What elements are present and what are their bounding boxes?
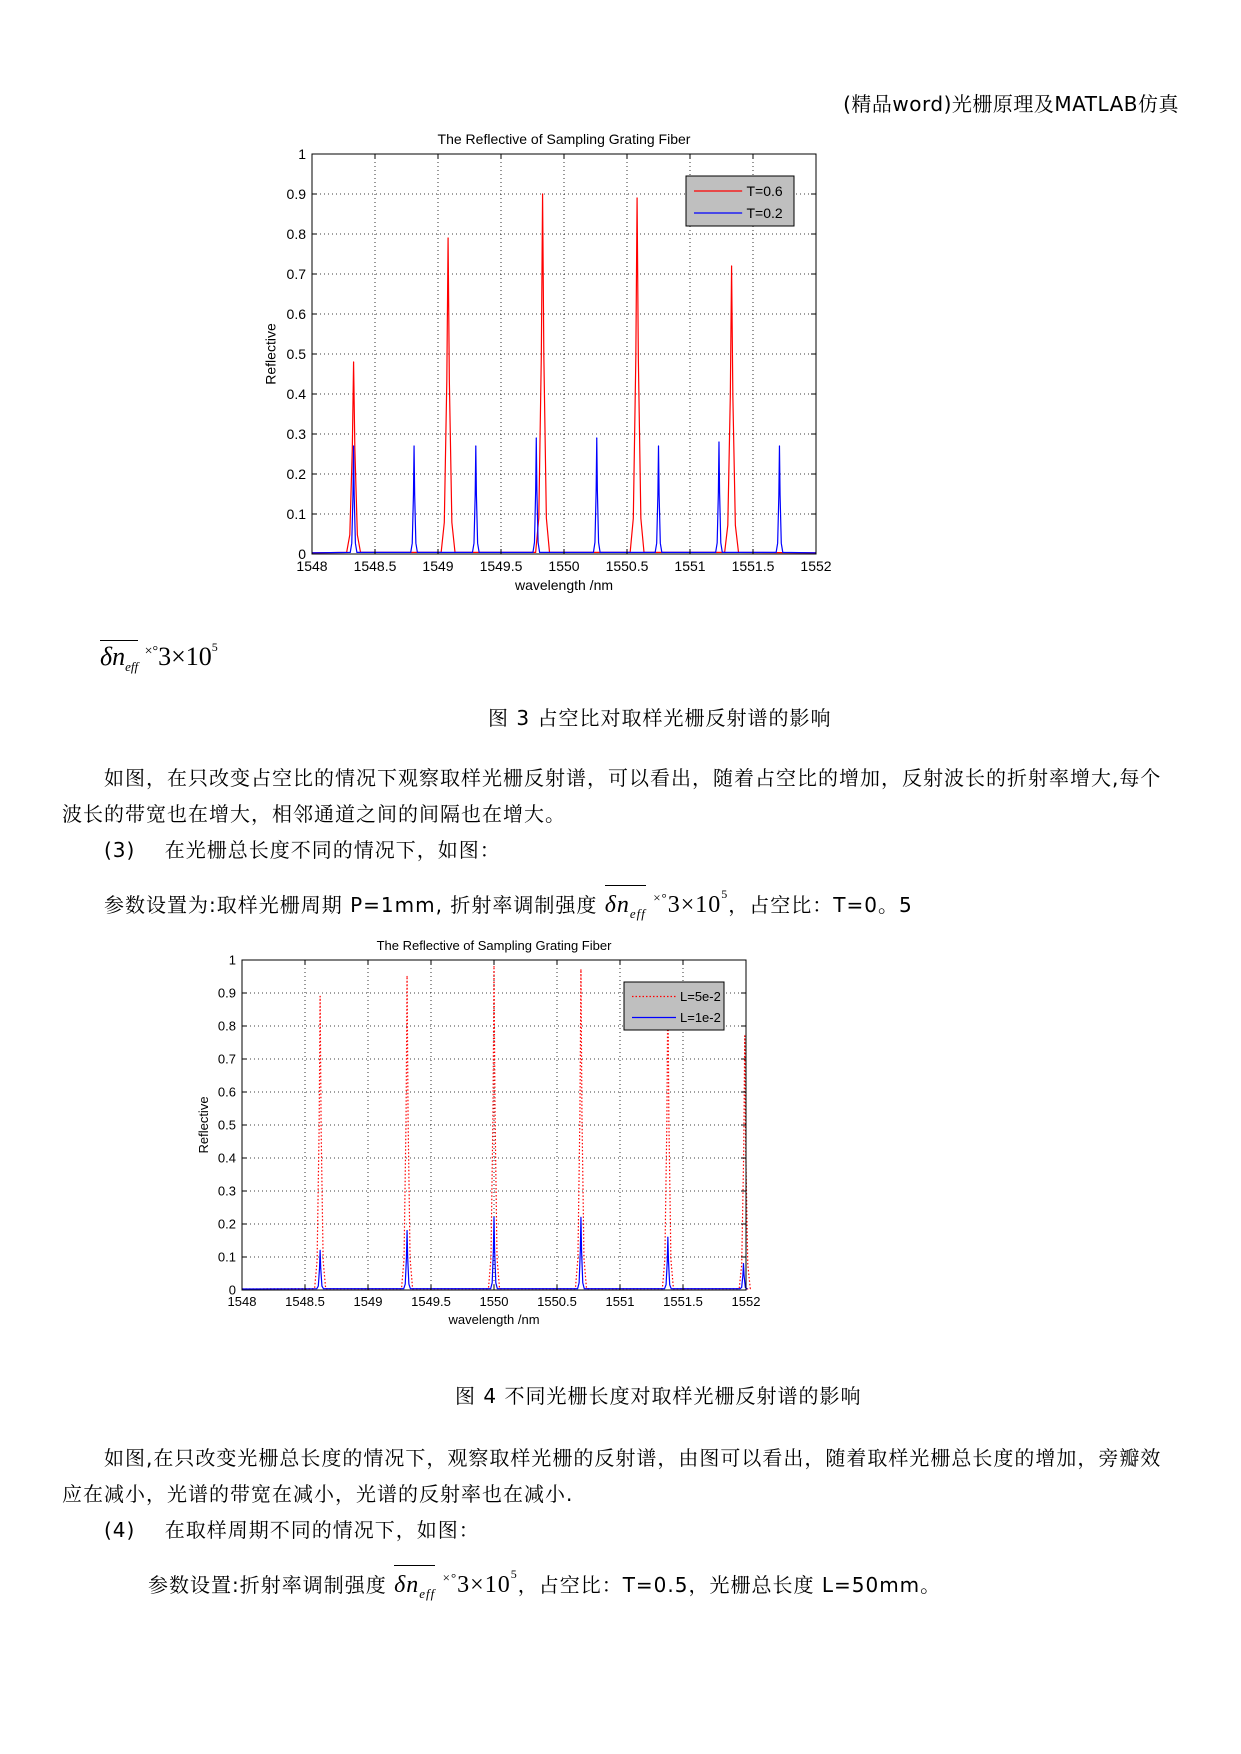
data-point bbox=[580, 969, 581, 970]
y-tick-label: 0 bbox=[228, 1282, 236, 1298]
y-tick-label: 0.9 bbox=[217, 985, 236, 1001]
legend-label: L=1e-2 bbox=[680, 1010, 721, 1026]
x-tick-label: 1550.5 bbox=[605, 558, 649, 574]
data-point bbox=[447, 237, 448, 238]
x-tick-label: 1548 bbox=[296, 558, 328, 574]
x-tick-label: 1550 bbox=[479, 1294, 509, 1309]
data-point bbox=[320, 1250, 321, 1251]
data-point bbox=[542, 193, 543, 194]
y-axis-label: Reflective bbox=[196, 1096, 212, 1154]
y-tick-label: 0.1 bbox=[217, 1249, 236, 1265]
y-tick-label: 0.3 bbox=[217, 1183, 236, 1199]
data-point bbox=[743, 1263, 744, 1264]
legend bbox=[624, 982, 724, 1030]
y-tick-label: 0.3 bbox=[286, 425, 306, 442]
paragraph-length: 如图,在只改变光栅总长度的情况下，观察取样光栅的反射谱，由图可以看出，随着取样光栅总长度的增加，旁瓣效应在减小，光谱的带宽在减小，光谱的反射率也在减小. bbox=[62, 1446, 1162, 1506]
y-tick-label: 1 bbox=[228, 952, 236, 968]
params-line-2: 参数设置:折射率调制强度 $\delta n_{eff}$ $^{\times^\circ}3\times 10^5$，占空比：T=0.5，光栅总长度 L=50mm。 bbox=[148, 1567, 942, 1601]
data-point bbox=[658, 445, 659, 446]
y-axis-label: Reflective bbox=[262, 323, 279, 385]
x-tick-label: 1551.5 bbox=[663, 1294, 703, 1309]
data-point bbox=[475, 445, 476, 446]
data-point bbox=[406, 1230, 407, 1231]
x-tick-label: 1549.5 bbox=[479, 558, 523, 574]
y-tick-label: 0.2 bbox=[217, 1216, 236, 1232]
x-axis-label: wavelength /nm bbox=[514, 577, 614, 593]
y-tick-label: 1 bbox=[298, 145, 306, 162]
delta-n-formula: $\delta n_{eff}$ $^{\times^\circ}3\times 10^5$ bbox=[100, 640, 218, 675]
data-point bbox=[636, 197, 637, 198]
y-tick-label: 0.4 bbox=[217, 1150, 236, 1166]
legend-label: T=0.6 bbox=[746, 182, 783, 199]
legend bbox=[686, 176, 794, 226]
data-point bbox=[406, 976, 407, 977]
y-tick-label: 0.7 bbox=[217, 1051, 236, 1067]
data-point bbox=[667, 1237, 668, 1238]
legend-label: L=5e-2 bbox=[680, 989, 721, 1005]
fig3-chart bbox=[250, 130, 890, 690]
data-point bbox=[413, 445, 414, 446]
x-tick-label: 1552 bbox=[800, 558, 832, 574]
fig3-caption: 图 3 占空比对取样光栅反射谱的影响 bbox=[488, 706, 832, 730]
data-point bbox=[353, 361, 354, 362]
x-tick-label: 1551 bbox=[674, 558, 706, 574]
fig4-chart bbox=[196, 930, 840, 1370]
y-tick-label: 0.1 bbox=[286, 505, 306, 522]
y-tick-label: 0.2 bbox=[286, 465, 306, 482]
data-point bbox=[596, 437, 597, 438]
body-section-2 bbox=[62, 1440, 1180, 1548]
data-point bbox=[536, 437, 537, 438]
x-tick-label: 1550.5 bbox=[537, 1294, 577, 1309]
data-point bbox=[320, 996, 321, 997]
legend-label: T=0.2 bbox=[746, 204, 783, 221]
y-tick-label: 0.7 bbox=[286, 265, 306, 282]
data-point bbox=[580, 1217, 581, 1218]
y-tick-label: 0.6 bbox=[217, 1084, 236, 1100]
paragraph-duty-cycle: 如图，在只改变占空比的情况下观察取样光栅反射谱，可以看出，随着占空比的增加，反射波长的折射率增大,每个波长的带宽也在增大，相邻通道之间的间隔也在增大。 bbox=[62, 766, 1162, 826]
data-point bbox=[493, 966, 494, 967]
params-line-1: 参数设置为:取样光栅周期 P=1mm, 折射率调制强度 $\delta n_{eff}$ $^{\times^\circ}3\times 10^5$，占空比：T=0。5 bbox=[104, 887, 913, 921]
data-point bbox=[731, 265, 732, 266]
y-tick-label: 0 bbox=[298, 545, 306, 562]
x-tick-label: 1550 bbox=[548, 558, 580, 574]
data-point bbox=[493, 1217, 494, 1218]
x-tick-label: 1549.5 bbox=[411, 1294, 451, 1309]
y-tick-label: 0.6 bbox=[286, 305, 306, 322]
y-tick-label: 0.5 bbox=[217, 1117, 236, 1133]
chart-title: The Reflective of Sampling Grating Fiber bbox=[376, 938, 612, 953]
x-tick-label: 1551 bbox=[605, 1294, 635, 1309]
x-tick-label: 1548.5 bbox=[285, 1294, 325, 1309]
page-header: (精品word)光栅原理及MATLAB仿真 bbox=[843, 92, 1179, 116]
y-tick-label: 0.5 bbox=[286, 345, 306, 362]
x-tick-label: 1549 bbox=[422, 558, 454, 574]
x-tick-label: 1551.5 bbox=[731, 558, 775, 574]
y-tick-label: 0.4 bbox=[286, 385, 306, 402]
fig4-caption: 图 4 不同光栅长度对取样光栅反射谱的影响 bbox=[455, 1384, 862, 1408]
item-4: (4) 在取样周期不同的情况下，如图： bbox=[104, 1518, 480, 1542]
data-point bbox=[779, 445, 780, 446]
x-tick-label: 1548.5 bbox=[353, 558, 397, 574]
body-section-1 bbox=[62, 760, 1180, 868]
x-tick-label: 1548 bbox=[227, 1294, 257, 1309]
data-point bbox=[353, 445, 354, 446]
data-point bbox=[744, 1035, 745, 1036]
x-axis-label: wavelength /nm bbox=[448, 1312, 540, 1327]
y-tick-label: 0.8 bbox=[286, 225, 306, 242]
y-tick-label: 0.8 bbox=[217, 1018, 236, 1034]
data-point bbox=[718, 441, 719, 442]
item-3: (3) 在光栅总长度不同的情况下，如图： bbox=[104, 838, 501, 862]
x-tick-label: 1552 bbox=[731, 1294, 761, 1309]
chart-title: The Reflective of Sampling Grating Fiber bbox=[437, 131, 691, 147]
x-tick-label: 1549 bbox=[353, 1294, 383, 1309]
y-tick-label: 0.9 bbox=[286, 185, 306, 202]
